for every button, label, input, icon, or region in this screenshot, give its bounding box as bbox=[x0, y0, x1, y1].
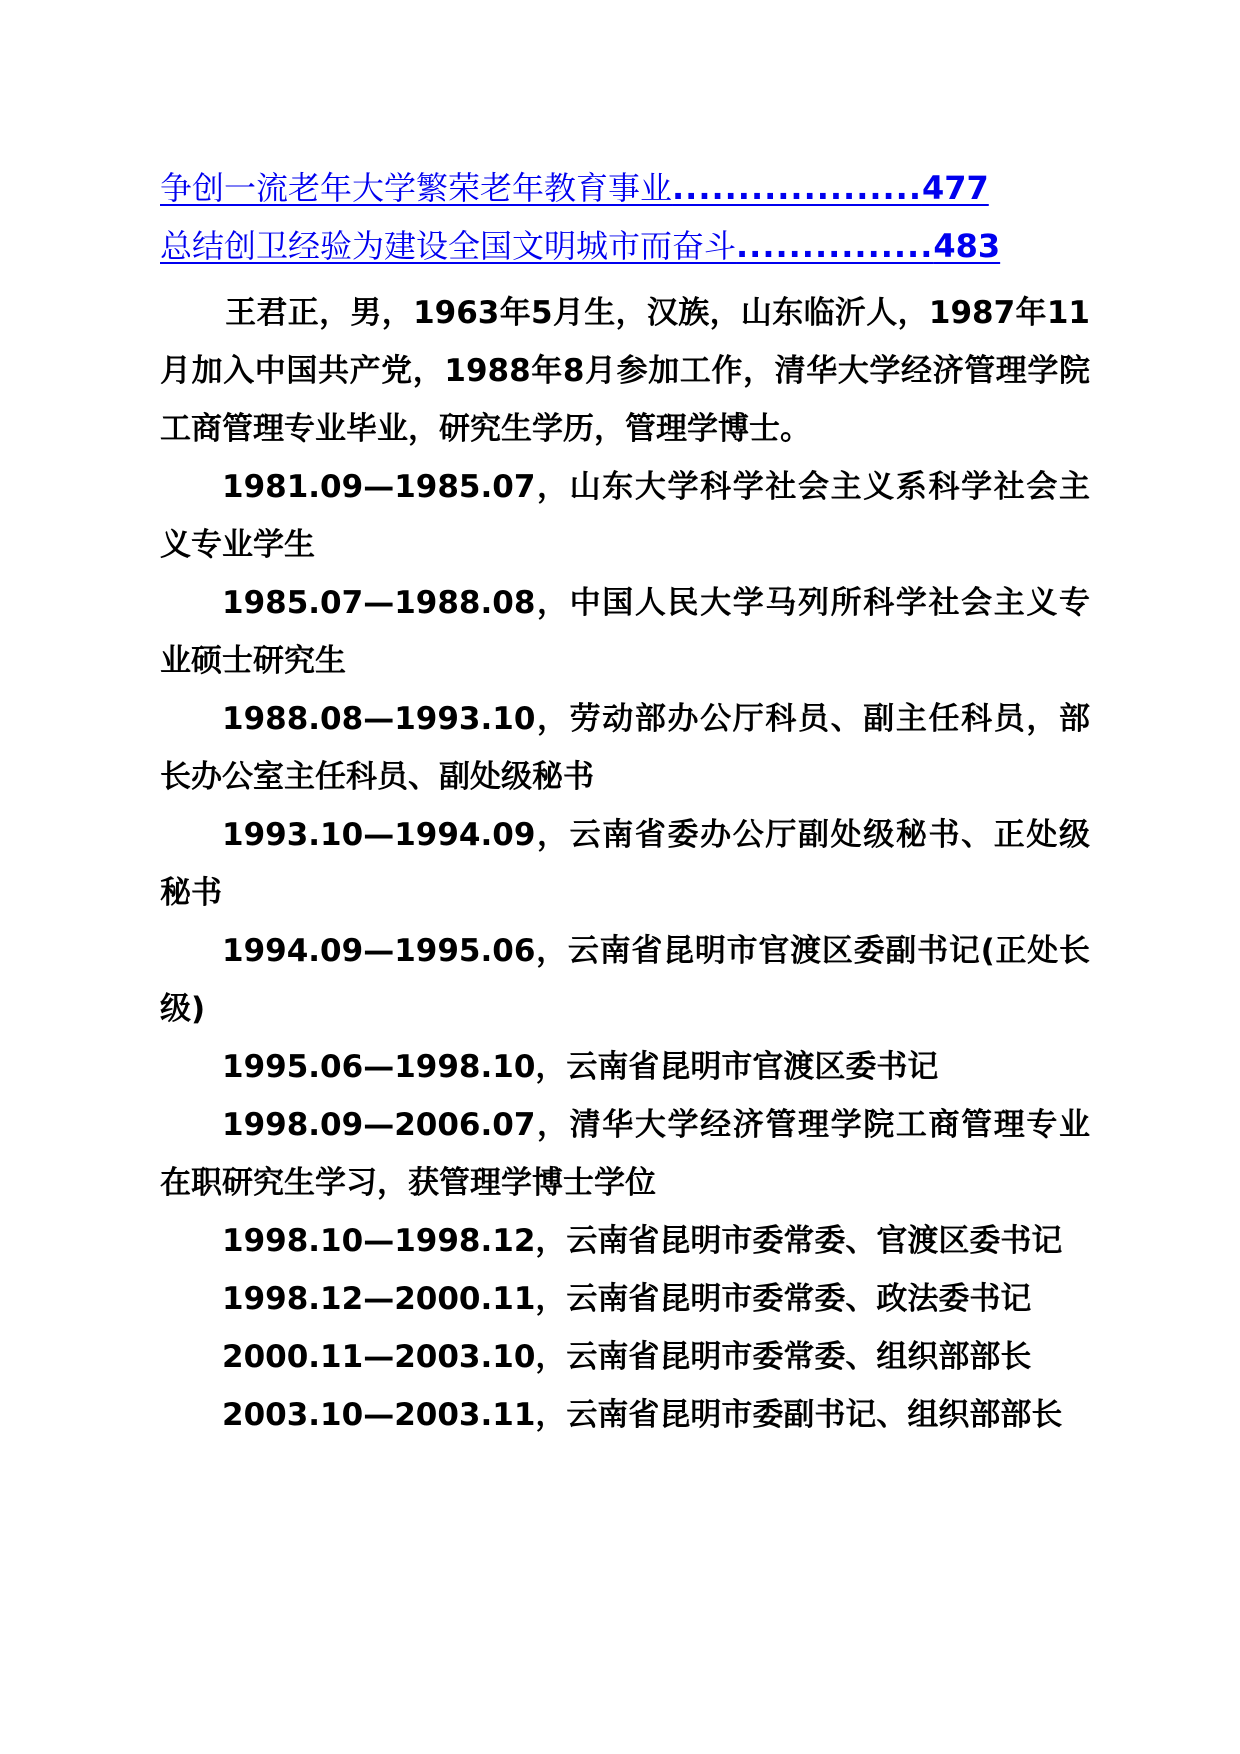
career-entry: 1985.07—1988.08，中国人民大学马列所科学社会主义专业硕士研究生 bbox=[160, 585, 1090, 679]
biography-body bbox=[160, 284, 1090, 1444]
career-entry: 1993.10—1994.09，云南省委办公厅副处级秘书、正处级秘书 bbox=[160, 817, 1090, 911]
career-entry: 2003.10—2003.11，云南省昆明市委副书记、组织部部长 bbox=[222, 1397, 1063, 1433]
toc-leader-dots: ................... bbox=[672, 169, 922, 207]
toc-title: 争创一流老年大学繁荣老年教育事业 bbox=[160, 169, 673, 207]
career-entry: 1981.09—1985.07，山东大学科学社会主义系科学社会主义专业学生 bbox=[160, 469, 1090, 563]
toc-page-number: 477 bbox=[921, 169, 989, 207]
toc-title: 总结创卫经验为建设全国文明城市而奋斗 bbox=[160, 227, 737, 265]
toc-link-1[interactable] bbox=[160, 168, 989, 208]
career-entry: 1988.08—1993.10，劳动部办公厅科员、副主任科员，部长办公室主任科员、副处级秘书 bbox=[160, 701, 1090, 795]
career-entry: 1998.12—2000.11，云南省昆明市委常委、政法委书记 bbox=[222, 1281, 1032, 1317]
toc-page-number: 483 bbox=[933, 227, 1001, 265]
toc-leader-dots: ............... bbox=[736, 227, 934, 265]
career-entry: 2000.11—2003.10，云南省昆明市委常委、组织部部长 bbox=[222, 1339, 1032, 1375]
career-entry: 1995.06—1998.10，云南省昆明市官渡区委书记 bbox=[222, 1049, 939, 1085]
career-entry: 1994.09—1995.06，云南省昆明市官渡区委副书记(正处长级) bbox=[160, 933, 1090, 1027]
toc-link-2[interactable] bbox=[160, 226, 1000, 266]
bio-intro-paragraph: 王君正，男，1963年5月生，汉族，山东临沂人，1987年11月加入中国共产党，1988年8月参加工作，清华大学经济管理学院工商管理专业毕业，研究生学历，管理学博士。 bbox=[160, 295, 1090, 447]
career-entry: 1998.10—1998.12，云南省昆明市委常委、官渡区委书记 bbox=[222, 1223, 1063, 1259]
career-entry: 1998.09—2006.07，清华大学经济管理学院工商管理专业在职研究生学习，获管理学博士学位 bbox=[160, 1107, 1090, 1201]
